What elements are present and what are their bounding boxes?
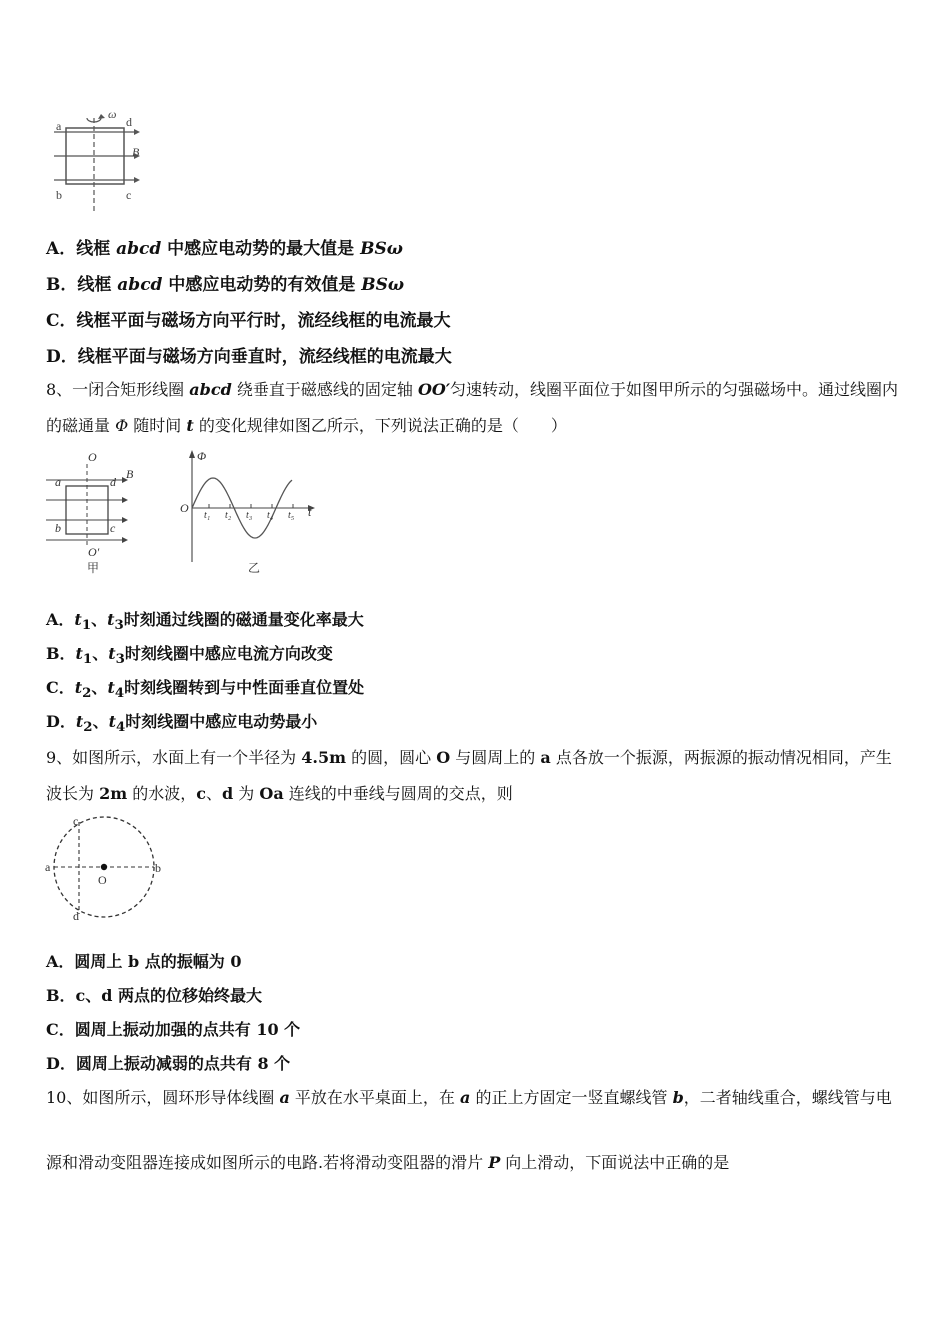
- label-B: B: [126, 467, 134, 481]
- q9-option-d: D．圆周上振动减弱的点共有 8 个: [46, 1054, 291, 1073]
- caption-yi: 乙: [248, 561, 261, 575]
- label-c: c: [73, 814, 79, 828]
- q8-stem-line1: 8、一闭合矩形线圈 abcd 绕垂直于磁感线的固定轴 OO′匀速转动，线圈平面位于如图甲所示的匀强磁场中。通过线圈内: [46, 380, 899, 399]
- coil-in-field-figure: [40, 450, 140, 576]
- water-circle-figure: [40, 814, 170, 924]
- q9-stem-line2: 波长为 2m 的水波，c、d 为 Oa 连线的中垂线与圆周的交点，则: [46, 784, 513, 803]
- tick-t2: t₂: [225, 510, 232, 521]
- q10-stem-line2: 源和滑动变阻器连接成如图所示的电路.若将滑动变阻器的滑片 P 向上滑动，下面说法中正确的是: [46, 1153, 730, 1172]
- tick-t4: t₄: [267, 510, 274, 521]
- q9-option-c: C．圆周上振动加强的点共有 10 个: [46, 1020, 301, 1039]
- label-omega: ω: [108, 107, 117, 121]
- label-d: d: [73, 909, 79, 923]
- q7-option-b: B．线框 abcd 中感应电动势的有效值是 BSω: [46, 275, 405, 295]
- tick-t1: t₁: [204, 510, 211, 521]
- label-a: a: [45, 860, 51, 874]
- caption-jia: 甲: [87, 561, 100, 575]
- label-b: b: [155, 861, 161, 875]
- flux-time-graph: [172, 446, 322, 576]
- label-t-axis: t: [308, 505, 312, 519]
- q7-option-d: D．线框平面与磁场方向垂直时，流经线框的电流最大: [46, 347, 452, 367]
- label-phi: Φ: [197, 449, 207, 463]
- label-O-prime: O′: [88, 545, 100, 559]
- label-O: O: [98, 873, 107, 887]
- tick-t3: t₃: [246, 510, 253, 521]
- q9-option-a: A．圆周上 b 点的振幅为 0: [46, 952, 242, 971]
- label-a: a: [55, 475, 61, 489]
- label-b: b: [55, 521, 61, 535]
- q8-option-a: A．$t_1$、$t_3$时刻通过线圈的磁通量变化率最大: [46, 610, 364, 634]
- q9-option-b: B．c、d 两点的位移始终最大: [46, 986, 263, 1005]
- q8-stem-line2: 的磁通量 Φ 随时间 t 的变化规律如图乙所示，下列说法正确的是（ ）: [46, 416, 567, 435]
- q7-option-a: A．线框 abcd 中感应电动势的最大值是 BSω: [46, 239, 403, 259]
- label-d: d: [110, 475, 116, 489]
- label-b: b: [56, 188, 62, 202]
- label-O: O: [88, 450, 97, 464]
- q9-stem-line1: 9、如图所示，水面上有一个半径为 4.5m 的圆，圆心 O 与圆周上的 a 点各放一个振源，两振源的振动情况相同，产生: [46, 748, 892, 767]
- label-a: a: [56, 119, 62, 133]
- q10-stem-line1: 10、如图所示，圆环形导体线圈 a 平放在水平桌面上，在 a 的正上方固定一竖直螺线管 b，二者轴线重合，螺线管与电: [46, 1088, 892, 1107]
- label-c: c: [110, 521, 116, 535]
- q8-option-c: C．$t_2$、$t_4$时刻线圈转到与中性面垂直位置处: [46, 678, 365, 702]
- q8-option-b: B．$t_1$、$t_3$时刻线圈中感应电流方向改变: [46, 644, 333, 668]
- label-B: B: [132, 145, 140, 159]
- tick-t5: t₅: [288, 510, 295, 521]
- label-c: c: [126, 188, 132, 202]
- rotating-coil-figure: [40, 104, 160, 214]
- label-origin: O: [180, 501, 189, 515]
- q8-option-d: D．$t_2$、$t_4$时刻线圈中感应电动势最小: [46, 712, 318, 736]
- label-d: d: [126, 115, 132, 129]
- q7-option-c: C．线框平面与磁场方向平行时，流经线框的电流最大: [46, 311, 451, 331]
